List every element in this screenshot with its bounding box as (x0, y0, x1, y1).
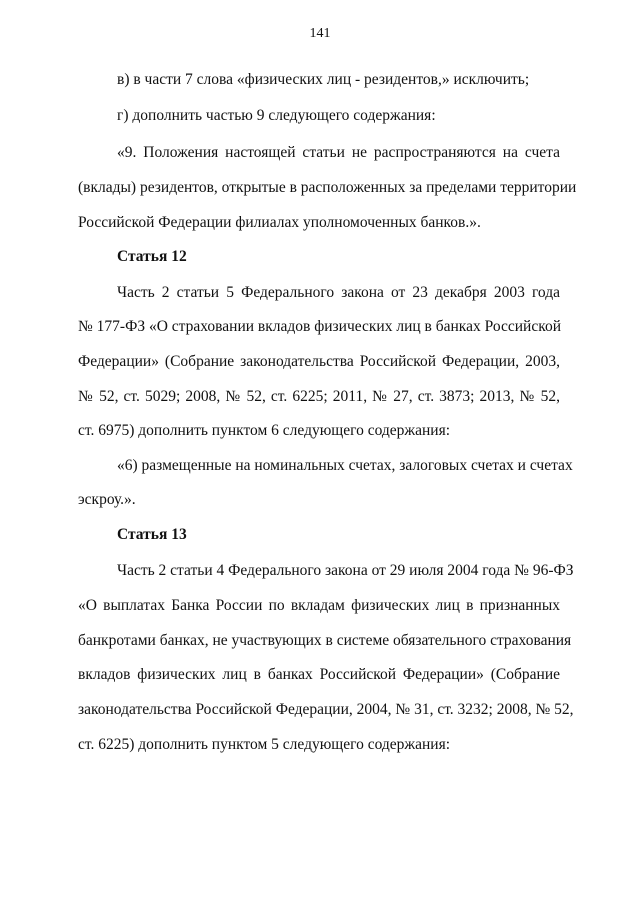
part9-line-3: Российской Федерации филиалах уполномоченных банков.». (78, 214, 481, 231)
article-13-line-2: «О выплатах Банка России по вкладам физических лиц в признанных (78, 597, 560, 614)
part9-line-1: «9. Положения настоящей статьи не распространяются на счета (117, 144, 560, 161)
article-13-line-6: ст. 6225) дополнить пунктом 5 следующего содержания: (78, 736, 451, 753)
article-12-item6-line-2: эскроу.». (78, 491, 136, 508)
article-12-line-1: Часть 2 статьи 5 Федерального закона от 23 декабря 2003 года (117, 284, 560, 301)
article-12-line-4: № 52, ст. 5029; 2008, № 52, ст. 6225; 2011, № 27, ст. 3873; 2013, № 52, (78, 388, 560, 405)
article-13-line-3: банкротами банках, не участвующих в системе обязательного страхования (78, 632, 572, 649)
item-g: г) дополнить частью 9 следующего содержания: (117, 107, 436, 124)
article-12-heading: Статья 12 (117, 248, 187, 265)
article-12-line-3: Федерации» (Собрание законодательства Российской Федерации, 2003, (78, 353, 560, 370)
page-number: 141 (309, 26, 331, 41)
article-13-line-4: вкладов физических лиц в банках Российской Федерации» (Собрание (78, 666, 560, 683)
article-12-item6-line-1: «6) размещенные на номинальных счетах, залоговых счетах и счетах (117, 457, 573, 474)
part9-line-2: (вклады) резидентов, открытые в расположенных за пределами территории (78, 179, 577, 196)
item-v: в) в части 7 слова «физических лиц - резидентов,» исключить; (117, 71, 530, 88)
article-13-heading: Статья 13 (117, 526, 187, 543)
article-13-line-1: Часть 2 статьи 4 Федерального закона от 29 июля 2004 года № 96-ФЗ (117, 562, 574, 579)
article-13-line-5: законодательства Российской Федерации, 2004, № 31, ст. 3232; 2008, № 52, (78, 701, 574, 718)
article-12-line-2: № 177-ФЗ «О страховании вкладов физических лиц в банках Российской (78, 318, 561, 335)
article-12-line-5: ст. 6975) дополнить пунктом 6 следующего содержания: (78, 422, 451, 439)
